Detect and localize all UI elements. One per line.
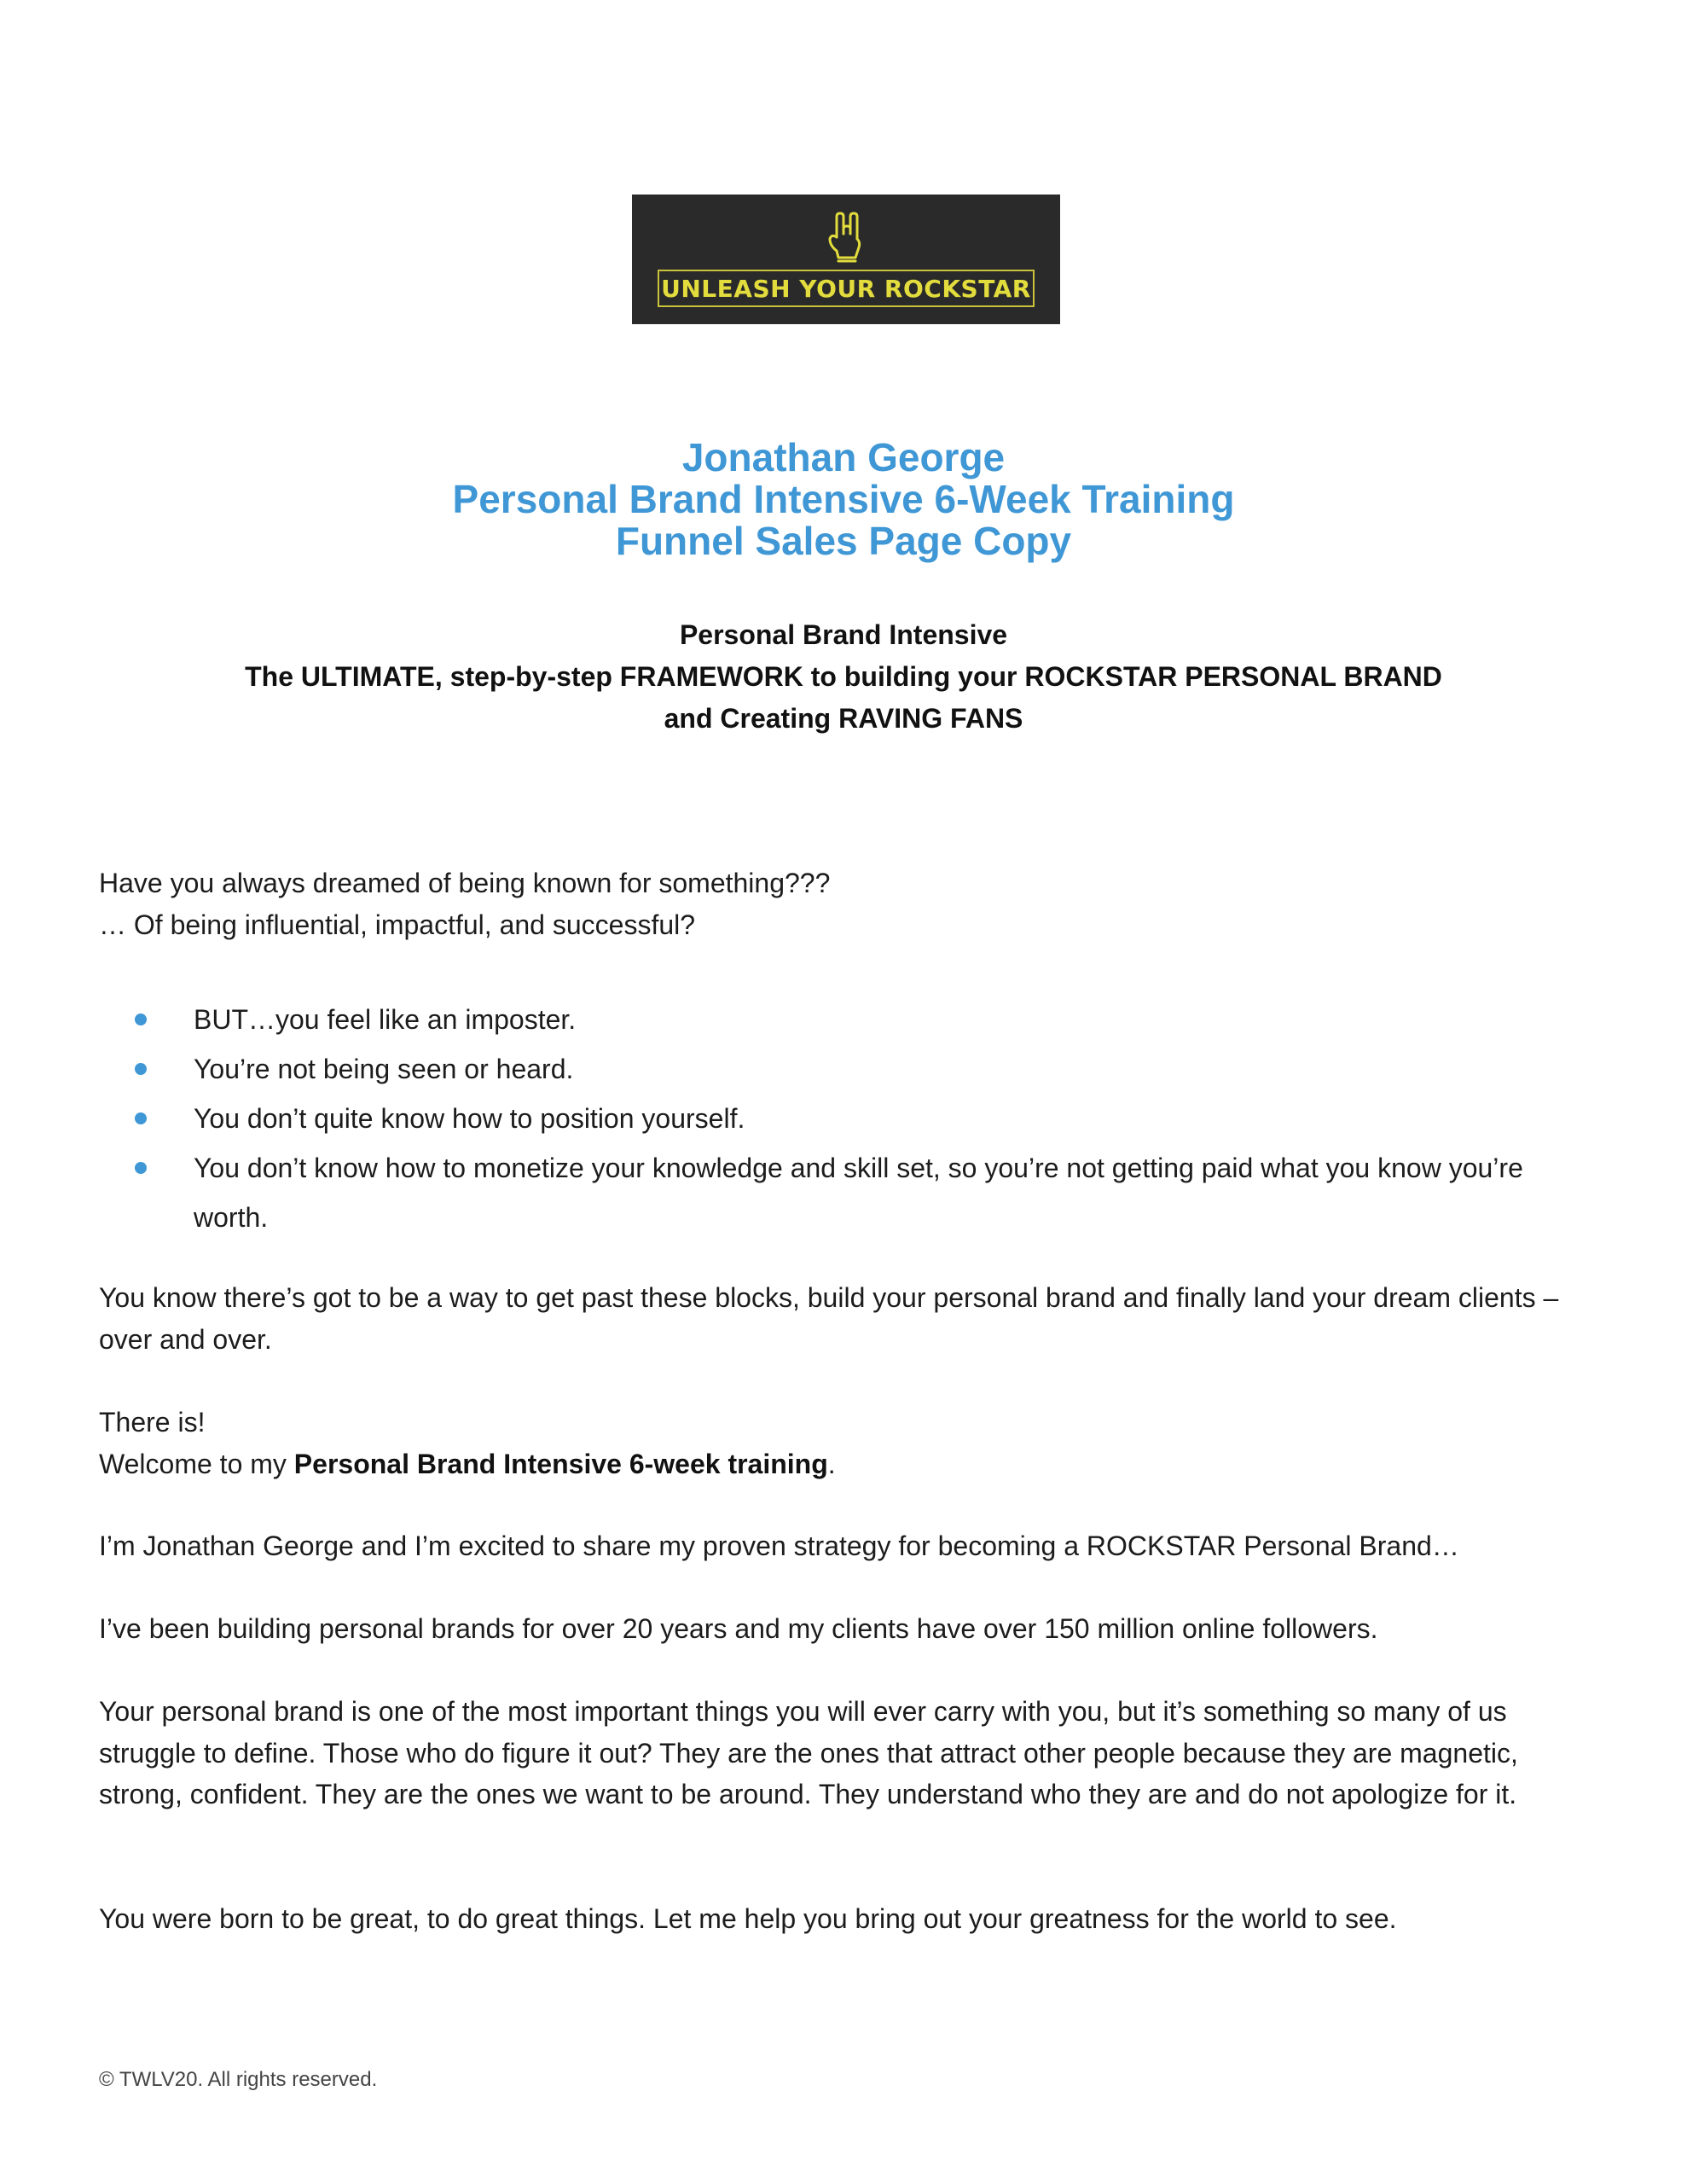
paragraph-experience: I’ve been building personal brands for over 20 years and my clients have over 150 million online followers. [99, 1613, 1378, 1644]
list-item-text: You don’t know how to monetize your knowledge and skill set, so you’re not getting paid what you know you’re worth. [194, 1153, 1523, 1233]
list-item [0, 1044, 1567, 1094]
bullet-icon [135, 1063, 147, 1075]
paragraph-intro-self: I’m Jonathan George and I’m excited to share my proven strategy for becoming a ROCKSTAR Personal Brand… [99, 1531, 1459, 1561]
subtitle-line-2: The ULTIMATE, step-by-step FRAMEWORK to building your ROCKSTAR PERSONAL BRAND [245, 661, 1442, 692]
subtitle-line-1: Personal Brand Intensive [679, 619, 1008, 650]
copyright-footer: © TWLV20. All rights reserved. [99, 2068, 378, 2091]
list-item-text: You’re not being seen or heard. [194, 1054, 574, 1084]
paragraph-blocks: You know there’s got to be a way to get past these blocks, build your personal brand and finally land your dream clients – over and over. [99, 1282, 1559, 1355]
list-item [0, 1094, 1567, 1143]
intro-line-2: … Of being influential, impactful, and successful? [99, 909, 696, 940]
document-subtitle [0, 614, 1687, 740]
bullet-icon [135, 1162, 147, 1174]
list-item [0, 995, 1567, 1044]
document-title [0, 437, 1687, 562]
title-program: Personal Brand Intensive 6-Week Training [452, 477, 1235, 521]
there-is-line: There is! [99, 1407, 206, 1438]
bullet-icon [135, 1014, 147, 1025]
bullet-icon [135, 1112, 147, 1124]
welcome-suffix: . [827, 1448, 836, 1479]
paragraph-greatness: You were born to be great, to do great things. Let me help you bring out your greatness for the world to see. [99, 1903, 1397, 1934]
brand-logo [632, 195, 1060, 324]
title-author: Jonathan George [681, 435, 1006, 479]
pain-points-list [0, 995, 1687, 1242]
rock-hand-icon [825, 208, 869, 268]
subtitle-line-3: and Creating RAVING FANS [664, 703, 1023, 734]
paragraph-importance: Your personal brand is one of the most important things you will ever carry with you, but it’s something so many of us struggle to define. Those who do figure it out? They are the ones that attract other people because they are magnetic, strong, confident. They are the ones we want to be around. They understand who they are and do not apologize for it. [99, 1696, 1518, 1809]
title-doc-type: Funnel Sales Page Copy [615, 519, 1072, 563]
list-item [0, 1143, 1567, 1242]
intro-paragraph [99, 863, 1600, 945]
list-item-text: You don’t quite know how to position yourself. [194, 1103, 745, 1134]
logo-text: UNLEASH YOUR ROCKSTAR [658, 270, 1035, 307]
paragraph-welcome [99, 1402, 1600, 1484]
intro-line-1: Have you always dreamed of being known for something??? [99, 868, 831, 898]
welcome-prefix: Welcome to my [99, 1448, 294, 1479]
program-name: Personal Brand Intensive 6-week training [293, 1448, 828, 1479]
list-item-text: BUT…you feel like an imposter. [194, 1004, 577, 1035]
welcome-line [99, 1443, 1600, 1485]
